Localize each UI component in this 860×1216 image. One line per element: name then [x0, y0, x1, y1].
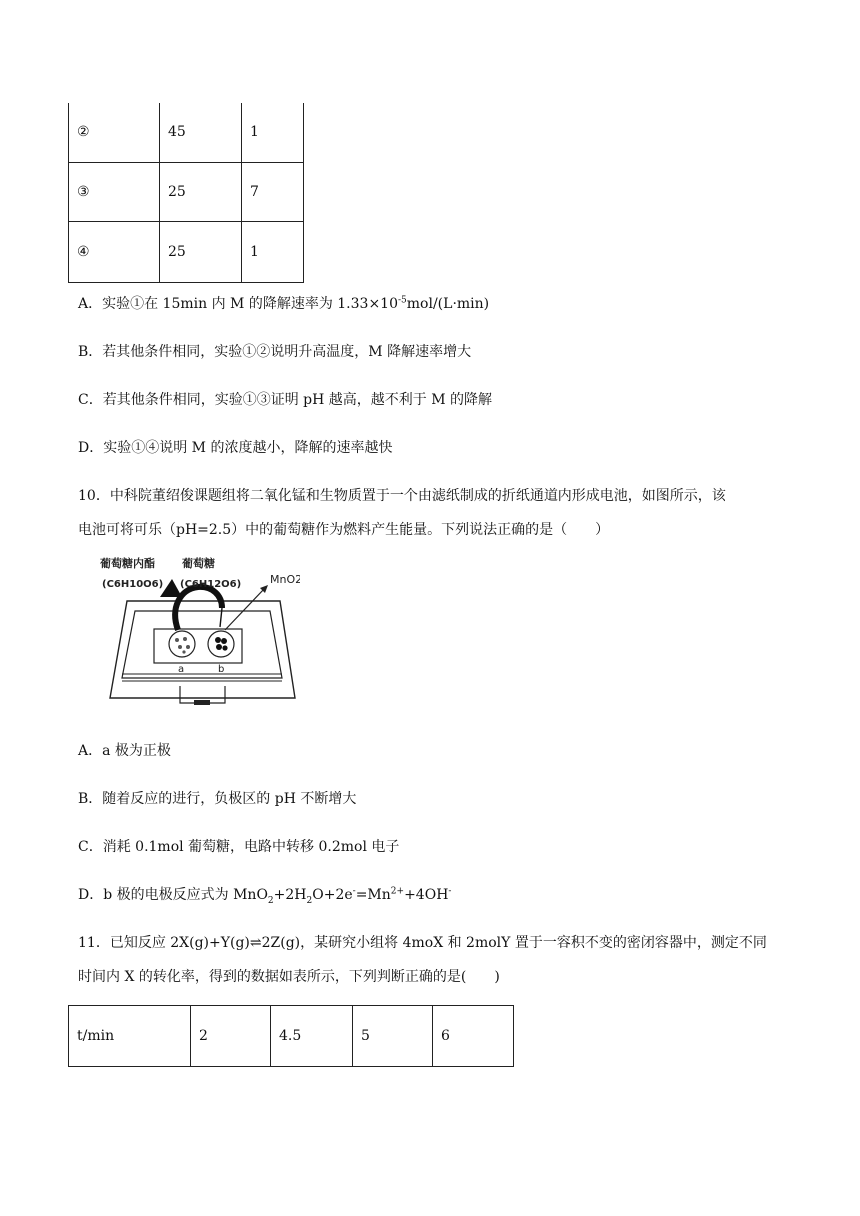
table-row [69, 162, 304, 221]
q10-option-b: B．随着反应的进行，负极区的 pH 不断增大 [78, 791, 357, 807]
q10-option-d: D．b 极的电极反应式为 $MnO_2+2H_2O+2e^-=Mn^{2+}+4OH^-$ [78, 886, 452, 906]
table-cell: 7 [242, 162, 304, 221]
experiment-table [68, 103, 304, 283]
option-d: D．实验①④说明 M 的浓度越小，降解的速率越快 [78, 440, 393, 456]
table-row [69, 221, 304, 282]
question-10-stem-line2: 电池可将可乐（pH=2.5）中的葡萄糖作为燃料产生能量。下列说法正确的是（ ） [78, 522, 610, 538]
q10-option-a: A．a 极为正极 [78, 743, 171, 759]
question-11-stem-line1: 11．已知反应 2X(g)+Y(g)⇌2Z(g)，某研究小组将 4moX 和 2molY 置于一容积不变的密闭容器中，测定不同 [78, 935, 767, 951]
figure-label-lactone: 葡萄糖内酯 [100, 557, 155, 570]
table-cell: 1 [242, 221, 304, 282]
electrode-b-label: b [218, 664, 225, 675]
option-c: C．若其他条件相同，实验①③证明 pH 越高，越不利于 M 的降解 [78, 392, 493, 408]
electrode-a-label: a [178, 664, 185, 675]
table-cell: ② [69, 103, 160, 162]
table-cell: 25 [160, 162, 242, 221]
table-cell: ③ [69, 162, 160, 221]
table-cell: ④ [69, 221, 160, 282]
option-b: B．若其他条件相同，实验①②说明升高温度，M 降解速率增大 [78, 344, 472, 360]
table-cell: 2 [191, 1006, 271, 1067]
table-cell: 1 [242, 103, 304, 162]
battery-diagram-svg [100, 553, 300, 709]
question-11-stem-line2: 时间内 X 的转化率，得到的数据如表所示，下列判断正确的是( ) [78, 969, 500, 985]
figure-label-glucose: 葡萄糖 [182, 557, 215, 570]
table-row [69, 1006, 514, 1067]
option-a: A．实验①在 15min 内 M 的降解速率为 $1.33\times 10^{-5}mol/(L\cdot\min)$ [78, 295, 490, 312]
figure-formula-glucose: (C6H12O6) [180, 579, 242, 590]
table-cell: t/min [69, 1006, 191, 1067]
table-row [69, 103, 304, 162]
battery-diagram [100, 553, 300, 713]
table-cell: 4.5 [271, 1006, 353, 1067]
table-cell: 6 [433, 1006, 514, 1067]
table-cell: 25 [160, 221, 242, 282]
figure-label-mno2: MnO2 [270, 573, 300, 586]
figure-formula-lactone: (C6H10O6) [102, 579, 164, 590]
q10-option-c: C．消耗 0.1mol 葡萄糖，电路中转移 0.2mol 电子 [78, 839, 400, 855]
question-10-stem-line1: 10．中科院董绍俊课题组将二氧化锰和生物质置于一个由滤纸制成的折纸通道内形成电池，如图所示，该 [78, 488, 726, 504]
table-cell: 5 [353, 1006, 433, 1067]
table-cell: 45 [160, 103, 242, 162]
conversion-table [68, 1005, 514, 1067]
